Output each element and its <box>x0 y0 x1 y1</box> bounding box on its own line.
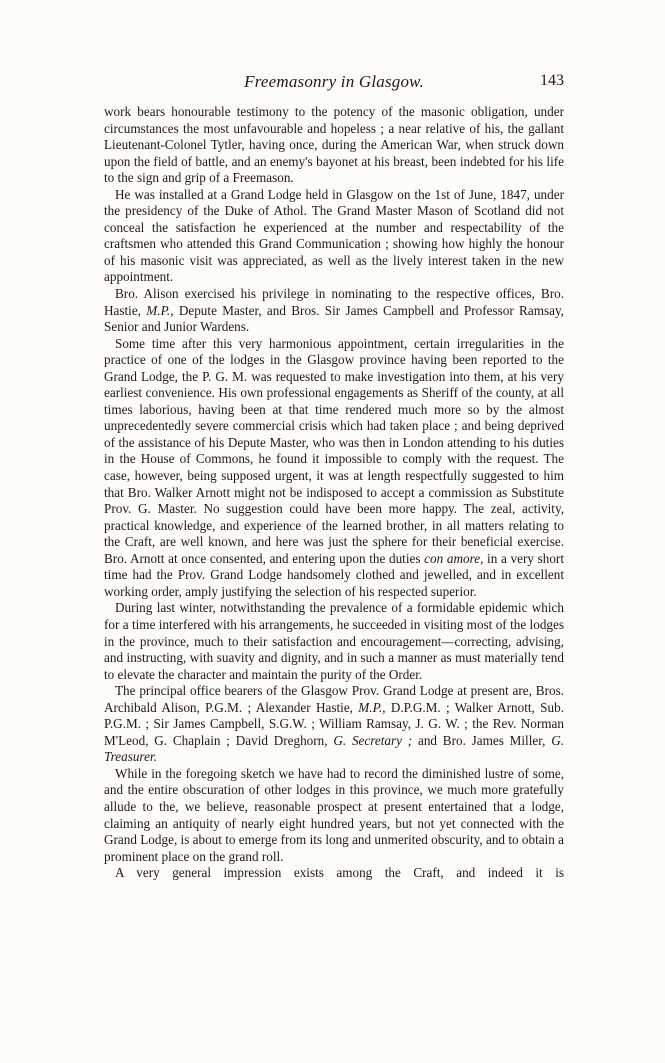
paragraph-1: work bears honourable testimony to the potency of the masonic obligation, under circumstances the most unfavourable and hopeless ; a near relative of his, the gallant Lieutenant-Colonel Tytler, having once, during the American War, when struck down upon the field of battle, and an enemy's bayonet at his breast, been indebted for his life to the sign and grip of a Freemason. <box>104 104 564 186</box>
treasurer-title: G. Treasurer. <box>104 732 565 765</box>
con-amore-phrase: con amore, <box>424 550 484 566</box>
paragraph-3 <box>104 286 564 336</box>
mp-abbreviation: M.P. <box>146 302 171 318</box>
paragraph-4-text-a: Some time after this very harmonious appointment, certain irregularities in the practice of one of the lodges in the Glasgow province having been reported to the Grand Lodge, the P. G. M. was requested to make investigation into them, at his very earliest convenience. His own professional engagements as Sheriff of the county, at all times laborious, having been at that time rendered much more so by the almost unprecedentedly severe commercial crisis which had taken place ; and being deprived of the assistance of his Depute Master, who was then in London attending to his duties in the House of Commons, he found it impossible to comply with the request. The case, however, being supposed urgent, it was at length respectfully suggested to him that Bro. Walker Arnott might not be indisposed to accept a commission as Substitute Prov. G. Master. No suggestion could have been more happy. The zeal, activity, practical knowledge, and experience of the learned brother, in all matters relating to the Craft, are well known, and here was just the sphere for their beneficial exercise. Bro. Arnott at once consented, and entering upon the duties <box>104 335 564 566</box>
paragraph-6-text-b: , D.P.G.M. ; Walker Arnott, Sub. P.G.M. ; Sir James Campbell, S.G.W. ; William Ramsay, J. G. W. ; the Rev. Norman M'Leod, G. Chaplain ; David Dreghorn, <box>104 699 564 748</box>
paragraph-6-text-a: The principal office bearers of the Glasgow Prov. Grand Lodge at present are, Bros. Archibald Alison, P.G.M. ; Alexander Hastie, <box>104 683 564 715</box>
paragraph-6 <box>104 683 564 766</box>
paragraph-3-text-a: Bro. Alison exercised his privilege in nominating to the respective offices, Bro. Hastie, <box>104 286 564 318</box>
mp-abbreviation-2: M.P. <box>358 699 383 715</box>
body-text <box>104 104 564 882</box>
secretary-title: G. Secretary ; <box>333 732 413 748</box>
paragraph-6-text-c: and Bro. James Miller, <box>412 732 552 748</box>
paragraph-5: During last winter, notwithstanding the prevalence of a formidable epidemic which for a time interfered with his arrangements, he succeeded in visiting most of the lodges in the province, much to their satisfaction and encouragement—correcting, advising, and instructing, with suavity and dignity, and in such a manner as must materially tend to elevate the character and maintain the purity of the Order. <box>104 600 564 682</box>
paragraph-4-text-b: in a very short time had the Prov. Grand Lodge handsomely clothed and jewelled, and in excellent working order, amply justifying the selection of his respected superior. <box>104 550 564 599</box>
paragraph-3-text-b: , Depute Master, and Bros. Sir James Campbell and Professor Ramsay, Senior and Junior Wardens. <box>104 302 564 335</box>
paragraph-7: While in the foregoing sketch we have had to record the diminished lustre of some, and the entire obscuration of other lodges in this province, we much more gratefully allude to the, we believe, reasonable prospect at present entertained that a lodge, claiming an antiquity of nearly eight hundred years, but not yet connected with the Grand Lodge, is about to emerge from its long and unmerited obscurity, and to obtain a prominent place on the grand roll. <box>104 765 564 864</box>
paragraph-8: A very general impression exists among the Craft, and indeed it is <box>115 865 564 881</box>
page-number: 143 <box>540 72 564 89</box>
running-head <box>104 72 564 94</box>
paragraph-4 <box>104 336 564 601</box>
running-title: Freemasonry in Glasgow. <box>244 72 424 91</box>
paragraph-2: He was installed at a Grand Lodge held in Glasgow on the 1st of June, 1847, under the presidency of the Duke of Athol. The Grand Master Mason of Scotland did not conceal the satisfaction he experienced at the number and respectability of the craftsmen who attended this Grand Communication ; showing how highly the honour of his masonic visit was appreciated, as well as the lively interest taken in the new appointment. <box>104 186 564 285</box>
